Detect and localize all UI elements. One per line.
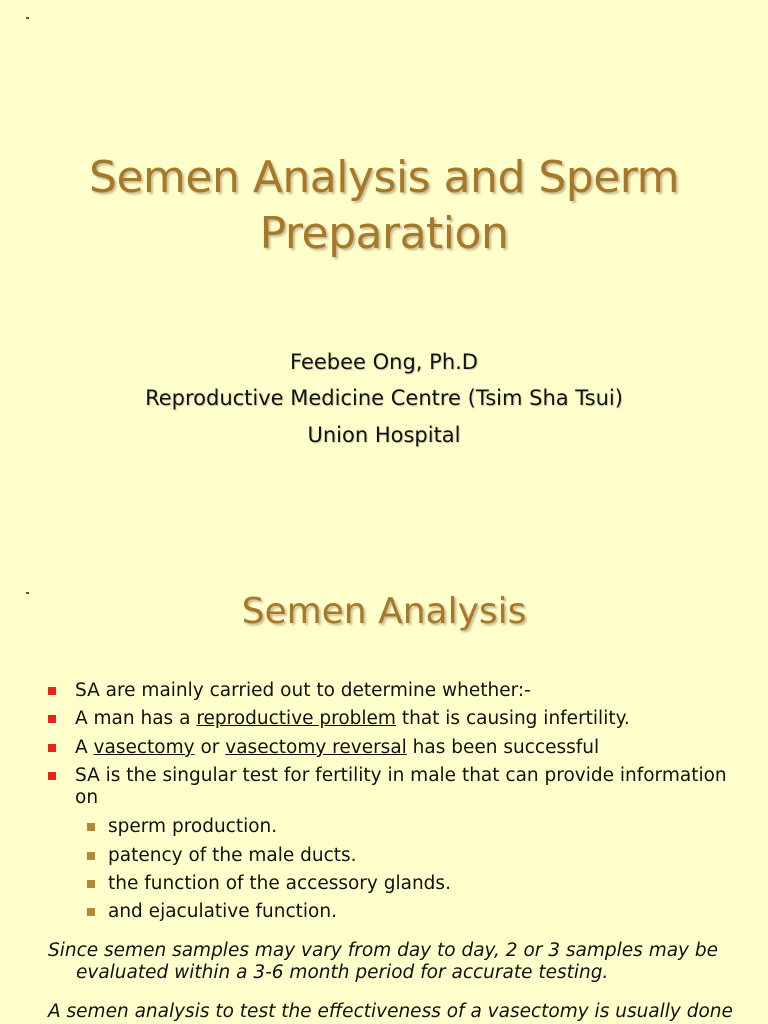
sub-bullet-text: and ejaculative function. xyxy=(108,901,337,922)
bullet-text: SA are mainly carried out to determine whether:- xyxy=(75,680,531,701)
underlined-term: reproductive problem xyxy=(196,708,396,729)
slide-title: Semen Analysis xyxy=(241,591,527,632)
sub-bullet-square-icon xyxy=(87,880,95,888)
sub-bullet-text: patency of the male ducts. xyxy=(108,845,357,866)
presentation-title: Semen Analysis and Sperm Preparation xyxy=(89,152,679,259)
bullet-text-part: A man has a xyxy=(75,708,197,729)
note-line: evaluated within a 3-6 month period for accurate testing. xyxy=(76,962,609,983)
underlined-term: vasectomy reversal xyxy=(225,737,407,758)
sub-bullet-text: sperm production. xyxy=(108,816,278,837)
bullet-square-icon xyxy=(48,744,56,752)
underlined-term: vasectomy xyxy=(93,737,195,758)
slide-corner-mark xyxy=(26,17,29,19)
bullet-square-icon xyxy=(48,687,56,695)
sub-bullet-text: the function of the accessory glands. xyxy=(108,873,451,894)
bullet-text xyxy=(75,737,745,759)
bullet-text-part: that is causing infertility. xyxy=(395,708,630,729)
note-paragraph xyxy=(48,940,748,984)
sub-bullet-square-icon xyxy=(87,908,95,916)
bullet-text-part: A xyxy=(75,737,94,758)
bullet-text-part: or xyxy=(194,737,226,758)
bullet-text-part: has been successful xyxy=(406,737,600,758)
sub-bullet-square-icon xyxy=(87,823,95,831)
sub-bullet-square-icon xyxy=(87,852,95,860)
author-name: Feebee Ong, Ph.D xyxy=(290,350,478,374)
bullet-square-icon xyxy=(48,772,56,780)
bullet-text xyxy=(75,708,745,730)
note-line: A semen analysis to test the effectiveness of a vasectomy is usually done xyxy=(48,1001,733,1022)
department-name: Reproductive Medicine Centre (Tsim Sha Tsui) xyxy=(145,386,623,410)
bullet-text: SA is the singular test for fertility in male that can provide information on xyxy=(75,765,727,808)
bullet-square-icon xyxy=(48,715,56,723)
note-line: Since semen samples may vary from day to day, 2 or 3 samples may be xyxy=(48,940,719,961)
institution-name: Union Hospital xyxy=(307,423,461,447)
note-paragraph xyxy=(48,1001,748,1023)
